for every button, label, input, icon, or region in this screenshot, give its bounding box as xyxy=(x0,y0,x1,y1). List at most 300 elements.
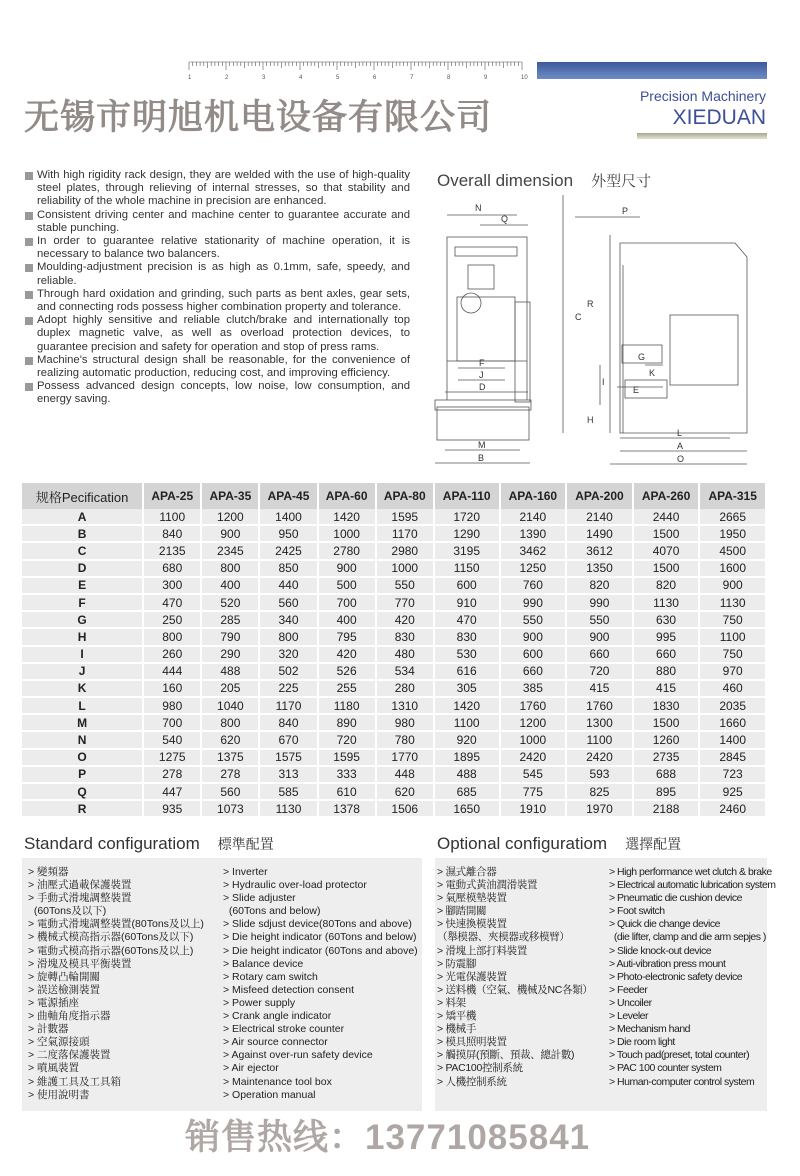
table-cell: 1650 xyxy=(434,800,500,817)
table-cell: 840 xyxy=(259,714,317,731)
row-label: N xyxy=(22,731,143,748)
table-cell: 470 xyxy=(434,611,500,628)
table-cell: 1100 xyxy=(566,731,633,748)
table-row xyxy=(22,800,766,817)
table-row xyxy=(22,577,766,594)
standard-title-cn: 標準配置 xyxy=(217,836,274,852)
label-n: N xyxy=(475,203,482,213)
config-item: > 電動式滑塊調整裝置(80Tons及以上) xyxy=(28,918,204,931)
table-cell: 1100 xyxy=(434,714,500,731)
table-row xyxy=(22,525,766,542)
table-cell: 2035 xyxy=(699,697,766,714)
table-cell: 385 xyxy=(500,680,567,697)
config-item: > Electrical stroke counter xyxy=(223,1023,345,1036)
config-item: > 二度落保護裝置 xyxy=(28,1049,111,1062)
ruler-label: 7 xyxy=(410,75,414,81)
table-cell: 1420 xyxy=(318,509,376,525)
column-header: APA-160 xyxy=(500,483,567,509)
row-label: K xyxy=(22,680,143,697)
table-cell: 488 xyxy=(434,766,500,783)
table-cell: 526 xyxy=(318,663,376,680)
table-cell: 1600 xyxy=(699,560,766,577)
table-cell: 1200 xyxy=(201,509,259,525)
table-cell: 1130 xyxy=(259,800,317,817)
config-item: > 油壓式過載保護裝置 xyxy=(28,879,132,892)
config-item: > Maintenance tool box xyxy=(223,1075,332,1088)
table-cell: 840 xyxy=(143,525,201,542)
table-cell: 1660 xyxy=(699,714,766,731)
table-cell: 688 xyxy=(633,766,700,783)
config-item: > Power supply xyxy=(223,996,296,1009)
table-cell: 2425 xyxy=(259,542,317,559)
ruler-label: 1 xyxy=(188,75,192,81)
table-cell: 616 xyxy=(434,663,500,680)
config-item: > 矯平機 xyxy=(437,1010,477,1023)
table-cell: 4070 xyxy=(633,542,700,559)
brand-name: XIEDUAN xyxy=(672,106,766,129)
table-cell: 2420 xyxy=(500,749,567,766)
config-item: > 腳踏開關 xyxy=(437,905,487,918)
table-cell: 830 xyxy=(376,628,434,645)
table-cell: 770 xyxy=(376,594,434,611)
config-item: > 光電保護裝置 xyxy=(437,970,507,983)
table-cell: 970 xyxy=(699,663,766,680)
table-cell: 2780 xyxy=(318,542,376,559)
table-cell: 1950 xyxy=(699,525,766,542)
table-row xyxy=(22,594,766,611)
table-cell: 2440 xyxy=(633,509,700,525)
table-cell: 1830 xyxy=(633,697,700,714)
config-item: > 氣壓模墊裝置 xyxy=(437,892,507,905)
row-label: R xyxy=(22,800,143,817)
config-item: > Air source connector xyxy=(223,1036,328,1049)
config-item: > 曲軸角度指示器 xyxy=(28,1010,111,1023)
table-cell: 620 xyxy=(201,731,259,748)
config-item: > 人機控制系統 xyxy=(437,1075,507,1088)
config-item: > Photo-electronic safety device xyxy=(609,970,743,983)
label-p: P xyxy=(622,206,629,216)
table-cell: 1895 xyxy=(434,749,500,766)
table-cell: 720 xyxy=(318,731,376,748)
config-item: > Electrical automatic lubrication system xyxy=(609,879,776,892)
table-cell: 460 xyxy=(699,680,766,697)
optional-config-title xyxy=(437,834,681,854)
table-cell: 910 xyxy=(434,594,500,611)
table-cell: 448 xyxy=(376,766,434,783)
table-cell: 550 xyxy=(376,577,434,594)
table-cell: 300 xyxy=(143,577,201,594)
dimension-title-en: Overall dimension xyxy=(437,171,574,190)
table-cell: 1130 xyxy=(633,594,700,611)
table-cell: 278 xyxy=(143,766,201,783)
table-cell: 990 xyxy=(566,594,633,611)
table-cell: 1720 xyxy=(434,509,500,525)
table-cell: 3612 xyxy=(566,542,633,559)
label-e: E xyxy=(633,385,640,395)
table-cell: 550 xyxy=(500,611,567,628)
table-cell: 670 xyxy=(259,731,317,748)
table-cell: 800 xyxy=(201,714,259,731)
table-cell: 545 xyxy=(500,766,567,783)
config-item: > PAC 100 counter system xyxy=(609,1062,722,1075)
row-label: J xyxy=(22,663,143,680)
table-cell: 3462 xyxy=(500,542,567,559)
feature-list xyxy=(24,169,410,407)
table-cell: 400 xyxy=(201,577,259,594)
column-header: APA-200 xyxy=(566,483,633,509)
table-cell: 2665 xyxy=(699,509,766,525)
config-item: > Balance device xyxy=(223,957,304,970)
table-cell: 447 xyxy=(143,783,201,800)
column-header: APA-80 xyxy=(376,483,434,509)
table-cell: 980 xyxy=(143,697,201,714)
row-label: I xyxy=(22,646,143,663)
config-item: > 電動式模高指示器(60Tons及以上) xyxy=(28,944,194,957)
table-cell: 780 xyxy=(376,731,434,748)
table-cell: 825 xyxy=(566,783,633,800)
header-bar xyxy=(537,62,767,79)
standard-config-title xyxy=(24,834,274,854)
column-header: APA-60 xyxy=(318,483,376,509)
optional-config-box xyxy=(435,858,776,1111)
table-row xyxy=(22,714,766,731)
config-item: > Air ejector xyxy=(223,1062,279,1075)
table-cell: 1760 xyxy=(500,697,567,714)
table-cell: 534 xyxy=(376,663,434,680)
ruler-label: 6 xyxy=(373,75,377,81)
table-cell: 560 xyxy=(259,594,317,611)
table-cell: 500 xyxy=(318,577,376,594)
table-cell: 1390 xyxy=(500,525,567,542)
config-item: > PAC100控制系統 xyxy=(437,1062,523,1075)
config-item: (die lifter, clamp and die arm sepjes ) xyxy=(609,931,766,944)
row-label: G xyxy=(22,611,143,628)
feature-item: Moulding-adjustment precision is as high as 0.1mm, safe, speedy, and reliable. xyxy=(24,261,410,287)
ruler-label: 2 xyxy=(225,75,229,81)
front-view xyxy=(435,215,531,463)
config-item: > 維護工具及工具箱 xyxy=(28,1075,122,1088)
table-cell: 920 xyxy=(434,731,500,748)
table-cell: 790 xyxy=(201,628,259,645)
table-cell: 1375 xyxy=(201,749,259,766)
table-cell: 680 xyxy=(143,560,201,577)
table-cell: 444 xyxy=(143,663,201,680)
table-cell: 1250 xyxy=(500,560,567,577)
table-cell: 2345 xyxy=(201,542,259,559)
table-cell: 800 xyxy=(259,628,317,645)
config-item: > Foot switch xyxy=(609,905,665,918)
table-cell: 160 xyxy=(143,680,201,697)
table-cell: 2188 xyxy=(633,800,700,817)
table-cell: 290 xyxy=(201,646,259,663)
standard-list-cn xyxy=(28,866,204,1102)
table-cell: 2845 xyxy=(699,749,766,766)
table-cell: 610 xyxy=(318,783,376,800)
table-cell: 630 xyxy=(633,611,700,628)
table-cell: 320 xyxy=(259,646,317,663)
label-m: M xyxy=(478,440,486,450)
standard-config-box xyxy=(22,858,422,1111)
table-row xyxy=(22,560,766,577)
label-r: R xyxy=(587,299,594,309)
table-cell: 1500 xyxy=(633,714,700,731)
table-cell: 660 xyxy=(566,646,633,663)
row-label: P xyxy=(22,766,143,783)
table-cell: 685 xyxy=(434,783,500,800)
table-cell: 340 xyxy=(259,611,317,628)
config-item: > Uncoiler xyxy=(609,996,652,1009)
table-cell: 850 xyxy=(259,560,317,577)
table-cell: 720 xyxy=(566,663,633,680)
table-cell: 990 xyxy=(500,594,567,611)
table-cell: 488 xyxy=(201,663,259,680)
optional-title-cn: 選擇配置 xyxy=(625,836,682,852)
feature-item: Adopt highly sensitive and reliable clutch/brake and internationally top duplex magnetic valve, as well as overload protection devices, to guarantee precision and safety for operation and stop of press rams. xyxy=(24,314,410,354)
table-cell: 2135 xyxy=(143,542,201,559)
table-cell: 1506 xyxy=(376,800,434,817)
company-watermark: 无锡市明旭机电设备有限公司 xyxy=(24,98,493,137)
table-cell: 1500 xyxy=(633,560,700,577)
table-cell: 1260 xyxy=(633,731,700,748)
config-item: > High performance wet clutch & brake xyxy=(609,866,772,878)
table-cell: 950 xyxy=(259,525,317,542)
config-item: > Human-computer control system xyxy=(609,1075,755,1088)
table-cell: 1180 xyxy=(318,697,376,714)
table-cell: 520 xyxy=(201,594,259,611)
config-item: > Misfeed detection consent xyxy=(223,983,355,996)
feature-item: Machine's structural design shall be reasonable, for the convenience of realizing automatic production, reducing cost, and improving efficiency. xyxy=(24,354,410,380)
table-cell: 2460 xyxy=(699,800,766,817)
config-item: > 使用說明書 xyxy=(28,1088,90,1101)
config-item: > Slide sdjust device(80Tons and above) xyxy=(223,918,412,931)
label-k: K xyxy=(649,368,656,378)
table-cell: 540 xyxy=(143,731,201,748)
config-item: > 電源插座 xyxy=(28,996,80,1009)
ruler-label: 9 xyxy=(484,75,488,81)
config-item: > 防震腳 xyxy=(437,957,477,970)
table-cell: 2980 xyxy=(376,542,434,559)
table-cell: 820 xyxy=(566,577,633,594)
label-j: J xyxy=(479,370,484,380)
table-cell: 2140 xyxy=(566,509,633,525)
table-cell: 1100 xyxy=(699,628,766,645)
table-cell: 1000 xyxy=(500,731,567,748)
table-cell: 1275 xyxy=(143,749,201,766)
table-row xyxy=(22,646,766,663)
column-header: APA-260 xyxy=(633,483,700,509)
config-item: > 模具照明裝置 xyxy=(437,1036,507,1049)
table-row xyxy=(22,542,766,559)
label-h: H xyxy=(587,415,594,425)
config-item: > Auti-vibration press mount xyxy=(609,957,726,970)
table-cell: 890 xyxy=(318,714,376,731)
config-item: > 空氣源接頭 xyxy=(28,1036,90,1049)
optional-list-en xyxy=(609,866,776,1089)
table-cell: 1150 xyxy=(434,560,500,577)
config-item: > 誤送檢測裝置 xyxy=(28,983,101,996)
label-d: D xyxy=(479,382,486,392)
table-cell: 900 xyxy=(699,577,766,594)
row-label: M xyxy=(22,714,143,731)
table-row xyxy=(22,509,766,525)
column-header: APA-110 xyxy=(434,483,500,509)
table-cell: 935 xyxy=(143,800,201,817)
table-cell: 1770 xyxy=(376,749,434,766)
table-cell: 420 xyxy=(376,611,434,628)
config-item: > 滑塊上部打料裝置 xyxy=(437,944,528,957)
table-cell: 415 xyxy=(566,680,633,697)
config-item: > 噴風裝置 xyxy=(28,1062,80,1075)
label-o: O xyxy=(677,454,685,464)
table-cell: 260 xyxy=(143,646,201,663)
feature-item: Consistent driving center and machine center to guarantee accurate and stable punching. xyxy=(24,209,410,235)
table-cell: 900 xyxy=(500,628,567,645)
config-item: (60Tons及以下) xyxy=(28,905,107,918)
table-cell: 1040 xyxy=(201,697,259,714)
row-label: O xyxy=(22,749,143,766)
table-cell: 660 xyxy=(633,646,700,663)
table-cell: 750 xyxy=(699,646,766,663)
optional-list-cn xyxy=(437,866,593,1089)
config-item: > Feeder xyxy=(609,983,648,996)
table-cell: 1595 xyxy=(376,509,434,525)
table-row xyxy=(22,731,766,748)
table-cell: 400 xyxy=(318,611,376,628)
table-cell: 1500 xyxy=(633,525,700,542)
table-cell: 620 xyxy=(376,783,434,800)
ruler-graphic xyxy=(188,60,528,82)
row-label: H xyxy=(22,628,143,645)
dimension-labels xyxy=(475,203,684,464)
table-cell: 480 xyxy=(376,646,434,663)
config-item: > Crank angle indicator xyxy=(223,1010,332,1023)
table-cell: 313 xyxy=(259,766,317,783)
table-cell: 723 xyxy=(699,766,766,783)
column-header: APA-25 xyxy=(143,483,201,509)
table-cell: 305 xyxy=(434,680,500,697)
config-item: > 滑塊及模具平衡裝置 xyxy=(28,957,132,970)
brand-underline xyxy=(637,133,767,139)
table-cell: 2735 xyxy=(633,749,700,766)
config-item: > 機械式模高指示器(60Tons及以下) xyxy=(28,931,194,944)
table-cell: 820 xyxy=(633,577,700,594)
label-c: C xyxy=(575,312,582,322)
table-cell: 1490 xyxy=(566,525,633,542)
table-cell: 980 xyxy=(376,714,434,731)
table-cell: 530 xyxy=(434,646,500,663)
config-item: > Quick die change device xyxy=(609,918,720,931)
config-item: > Leveler xyxy=(609,1010,648,1023)
column-header: APA-315 xyxy=(699,483,766,509)
label-q: Q xyxy=(501,214,509,224)
table-row xyxy=(22,766,766,783)
table-cell: 600 xyxy=(500,646,567,663)
label-l: L xyxy=(677,428,683,438)
config-item: > 送料機（空氣、機械及NC各類） xyxy=(437,983,593,996)
table-cell: 250 xyxy=(143,611,201,628)
table-cell: 775 xyxy=(500,783,567,800)
label-a: A xyxy=(677,441,684,451)
config-item: > 旋轉凸輪開關 xyxy=(28,970,101,983)
table-cell: 1378 xyxy=(318,800,376,817)
config-item: > Die height indicator (60Tons and above) xyxy=(223,944,418,957)
label-b: B xyxy=(478,453,485,463)
table-cell: 280 xyxy=(376,680,434,697)
config-item: > Touch pad(preset, total counter) xyxy=(609,1049,750,1062)
config-item: > Slide adjuster xyxy=(223,892,296,905)
overall-dimension-diagram xyxy=(425,195,770,475)
dimension-title-cn: 外型尺寸 xyxy=(591,173,652,190)
column-header: APA-35 xyxy=(201,483,259,509)
config-item: > Hydraulic over-load protector xyxy=(223,879,367,892)
row-label: L xyxy=(22,697,143,714)
table-cell: 1170 xyxy=(376,525,434,542)
config-item: > Inverter xyxy=(223,866,268,878)
ruler-label: 3 xyxy=(262,75,266,81)
table-cell: 660 xyxy=(500,663,567,680)
table-cell: 333 xyxy=(318,766,376,783)
ruler-label: 10 xyxy=(521,75,528,81)
table-cell: 1170 xyxy=(259,697,317,714)
config-item: > Die height indicator (60Tons and below) xyxy=(223,931,417,944)
table-cell: 995 xyxy=(633,628,700,645)
table-cell: 1575 xyxy=(259,749,317,766)
table-cell: 2140 xyxy=(500,509,567,525)
table-row xyxy=(22,749,766,766)
config-item: > 快速換模裝置 xyxy=(437,918,507,931)
table-cell: 1400 xyxy=(259,509,317,525)
table-cell: 1400 xyxy=(699,731,766,748)
config-item: > Operation manual xyxy=(223,1088,316,1101)
standard-list-en xyxy=(223,866,418,1102)
table-cell: 1290 xyxy=(434,525,500,542)
feature-item: Through hard oxidation and grinding, such parts as bent axles, gear sets, and connecting rods possess higher combination property and tolerance. xyxy=(24,288,410,314)
brand-subtitle: Precision Machinery xyxy=(639,88,766,104)
config-item: (60Tons and below) xyxy=(223,905,321,918)
config-item: > 濕式離合器 xyxy=(437,866,497,878)
table-cell: 2420 xyxy=(566,749,633,766)
ruler-label: 8 xyxy=(447,75,451,81)
table-cell: 1760 xyxy=(566,697,633,714)
table-cell: 440 xyxy=(259,577,317,594)
table-cell: 700 xyxy=(318,594,376,611)
table-cell: 1310 xyxy=(376,697,434,714)
table-cell: 900 xyxy=(318,560,376,577)
table-cell: 900 xyxy=(201,525,259,542)
config-item: > Mechanism hand xyxy=(609,1023,691,1036)
table-cell: 750 xyxy=(699,611,766,628)
table-cell: 278 xyxy=(201,766,259,783)
table-row xyxy=(22,663,766,680)
column-header: APA-45 xyxy=(259,483,317,509)
table-cell: 1300 xyxy=(566,714,633,731)
table-cell: 800 xyxy=(143,628,201,645)
table-cell: 760 xyxy=(500,577,567,594)
config-item: > Pneumatic die cushion device xyxy=(609,892,742,905)
table-cell: 415 xyxy=(633,680,700,697)
feature-item: Possess advanced design concepts, low noise, low consumption, and energy saving. xyxy=(24,380,410,406)
table-row xyxy=(22,697,766,714)
table-cell: 925 xyxy=(699,783,766,800)
table-cell: 1595 xyxy=(318,749,376,766)
table-cell: 502 xyxy=(259,663,317,680)
table-cell: 880 xyxy=(633,663,700,680)
ruler-label: 4 xyxy=(299,75,303,81)
table-cell: 1910 xyxy=(500,800,567,817)
table-cell: 1350 xyxy=(566,560,633,577)
standard-title-en: Standard configuratiom xyxy=(24,834,200,853)
row-label: B xyxy=(22,525,143,542)
